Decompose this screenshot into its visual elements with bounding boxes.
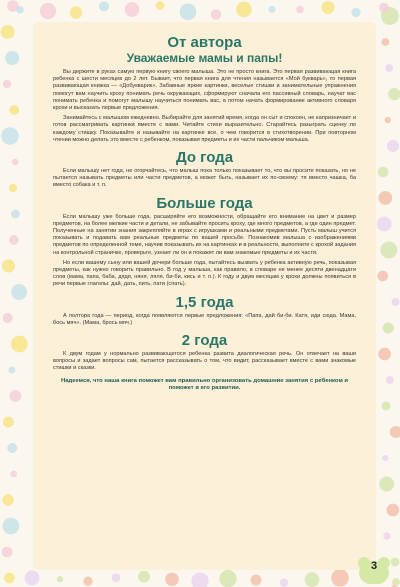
background-dot: [12, 159, 18, 165]
background-dot: [280, 578, 289, 587]
author-paragraph-2: Занимайтесь с малышом ежедневно. Выбирайте для занятий время, когда он сыт и спокоен, не капризничает и готов рассматривать картинки вместе с вами. Читайте стихи выразительно. Старайтесь разыграть сценку по каждому стишку. Показывайте и называйте на картинке все, о чем говорится в стихотворении. При повторном чтении можно делать это вместе с ребенком, показывая предметы и их части пальчиком малыша.: [53, 115, 356, 143]
background-dot: [9, 235, 19, 245]
background-dot: [2, 494, 13, 505]
over-one-paragraph-2: Но если вашему сыну или вашей дочери больше года, пытайтесь вызвать у ребенка активную речь, показывая предметы, как нужно говорить правильно. В год у малыша, как правило, в словаре не менее десяти двенадцати слов (мама, папа, баба, дядя, няня, ляля, би-би, кись и т. п.). К году и двум месяцам у крохи должны появиться в речи первые глаголы: дай, дать, пить, пати (спать).: [53, 259, 356, 288]
background-dot: [9, 105, 19, 115]
one-half-heading: 1,5 года: [175, 293, 234, 311]
background-dot: [305, 572, 320, 587]
background-dot: [383, 322, 394, 333]
background-dot: [9, 184, 17, 192]
background-dot: [385, 117, 391, 123]
background-dot: [392, 578, 400, 586]
background-dot: [138, 571, 150, 583]
over-one-paragraph-1: Если малышу уже больше года, расширяйте его возможности, обращайте его внимание на цвет и размер предметов, на более мелкие части и детали, не забывайте просить кроху, где много предметов, а где один предмет. Полученные на занятии знания закрепляйте в играх с игрушками и реальными предметами. Пусть малыш учится показывать и подавать вам реальные предметы по вашей просьбе. Познакомив малыша с изображениями предметов по определенной теме, научив показывать их на картинках и в реальности, выполните с крохой задания на контрольной страничке, проверьте, узнает ли он и покажет ли вам знакомые предметы и их части.: [53, 213, 356, 256]
background-dot: [11, 284, 27, 300]
background-dot: [321, 1, 334, 14]
background-dot: [380, 242, 397, 259]
background-dot: [9, 390, 21, 402]
background-dot: [156, 1, 165, 10]
page-number: 3: [370, 560, 378, 572]
author-paragraph-1: Вы держите в руках самую первую книгу своего малыша. Это не просто книга. Это первая развивающая книга ребенка с шести месяцев до 2 лет. Бывает, что первая книга для чтения называется «Мой букварь», то первая развивающая книжка — «Добукварик». Забавные яркие картинки, веселые стишки и занимательные упражнения помогут вам научить кроху понимать речь окружающих, сформируют сначала его пассивный словарь, научат вас понимать ребенка и помогут малышу научиться понимать вас, а потом начать формирование активного словаря крохи и высказать первые предложения.: [53, 69, 356, 112]
background-dot: [3, 417, 14, 428]
background-dot: [377, 271, 388, 282]
background-dot: [211, 9, 222, 20]
author-heading: От автора: [167, 34, 242, 51]
background-dot: [40, 3, 56, 19]
background-dot: [381, 401, 390, 410]
background-dot: [70, 6, 82, 18]
background-dot: [10, 471, 17, 478]
under-one-paragraph: Если малышу нет года, не огорчайтесь, что малыш пока только показывает то, что вы просите показать, но не пытается называть предметы или части предметов, а может быть, называет их по-своему: тя вместо чашка, ба вместо собака и т. п.: [53, 168, 356, 189]
two-years-heading: 2 года: [181, 332, 228, 350]
background-dot: [387, 140, 399, 152]
background-dot: [386, 504, 399, 517]
background-dot: [5, 51, 19, 65]
background-dot: [251, 574, 262, 585]
author-subtitle: Уважаемые мамы и папы!: [126, 51, 283, 65]
background-dot: [383, 532, 390, 539]
background-dot: [386, 376, 394, 384]
background-dot: [7, 443, 17, 453]
background-dot: [3, 80, 11, 88]
background-dot: [83, 577, 92, 586]
background-dot: [2, 547, 13, 558]
background-dot: [165, 573, 179, 587]
background-dot: [57, 576, 63, 582]
background-dot: [125, 2, 140, 17]
background-dot: [1, 25, 15, 39]
background-dot: [382, 455, 388, 461]
background-dot: [219, 570, 236, 587]
background-dot: [379, 3, 389, 13]
two-years-paragraph: К двум годам у нормально развивающегося ребенка развита диалогическая речь. Он отвечает на ваши вопросы и задает вопросы сам, пытается рассказывать о том, что видит, рассказывает вместе с вами знакомые стишки и сказки.: [53, 351, 356, 372]
background-dot: [1, 127, 19, 145]
background-dot: [2, 259, 15, 272]
background-dot: [3, 518, 20, 535]
background-dot: [8, 366, 15, 373]
background-dot: [25, 571, 40, 586]
background-dot: [390, 426, 400, 438]
background-dot: [11, 210, 20, 219]
background-dot: [381, 38, 389, 46]
background-dot: [268, 6, 275, 13]
background-dot: [296, 6, 304, 14]
background-dot: [191, 572, 208, 587]
background-dot: [378, 167, 389, 178]
background-dot: [378, 191, 392, 205]
background-dot: [180, 3, 197, 20]
background-dot: [385, 64, 393, 72]
background-dot: [16, 6, 24, 14]
background-dot: [112, 573, 121, 582]
closing-note: Надеемся, что наша книга поможет вам правильно организовать домашние занятия с ребенком и поможет в его развитии.: [60, 377, 349, 392]
background-dot: [3, 313, 13, 323]
background-dot: [377, 217, 392, 232]
background-dot: [379, 477, 394, 492]
under-one-heading: До года: [175, 149, 234, 167]
background-dot: [331, 569, 349, 587]
background-dot: [392, 298, 400, 306]
text-card: [33, 22, 376, 570]
background-dot: [236, 2, 252, 18]
over-one-heading: Больше года: [156, 194, 253, 212]
background-dot: [4, 573, 15, 584]
background-dot: [388, 88, 400, 100]
background-dot: [11, 336, 28, 353]
background-dot: [351, 8, 360, 17]
background-dot: [99, 1, 109, 11]
one-half-paragraph: А полтора года — период, когда появляются первые предложения: «Папа, дай би-би. Катя, иди сюда. Мама, бось мяч». (Мама, брось мяч.): [53, 312, 356, 326]
background-dot: [378, 348, 391, 361]
